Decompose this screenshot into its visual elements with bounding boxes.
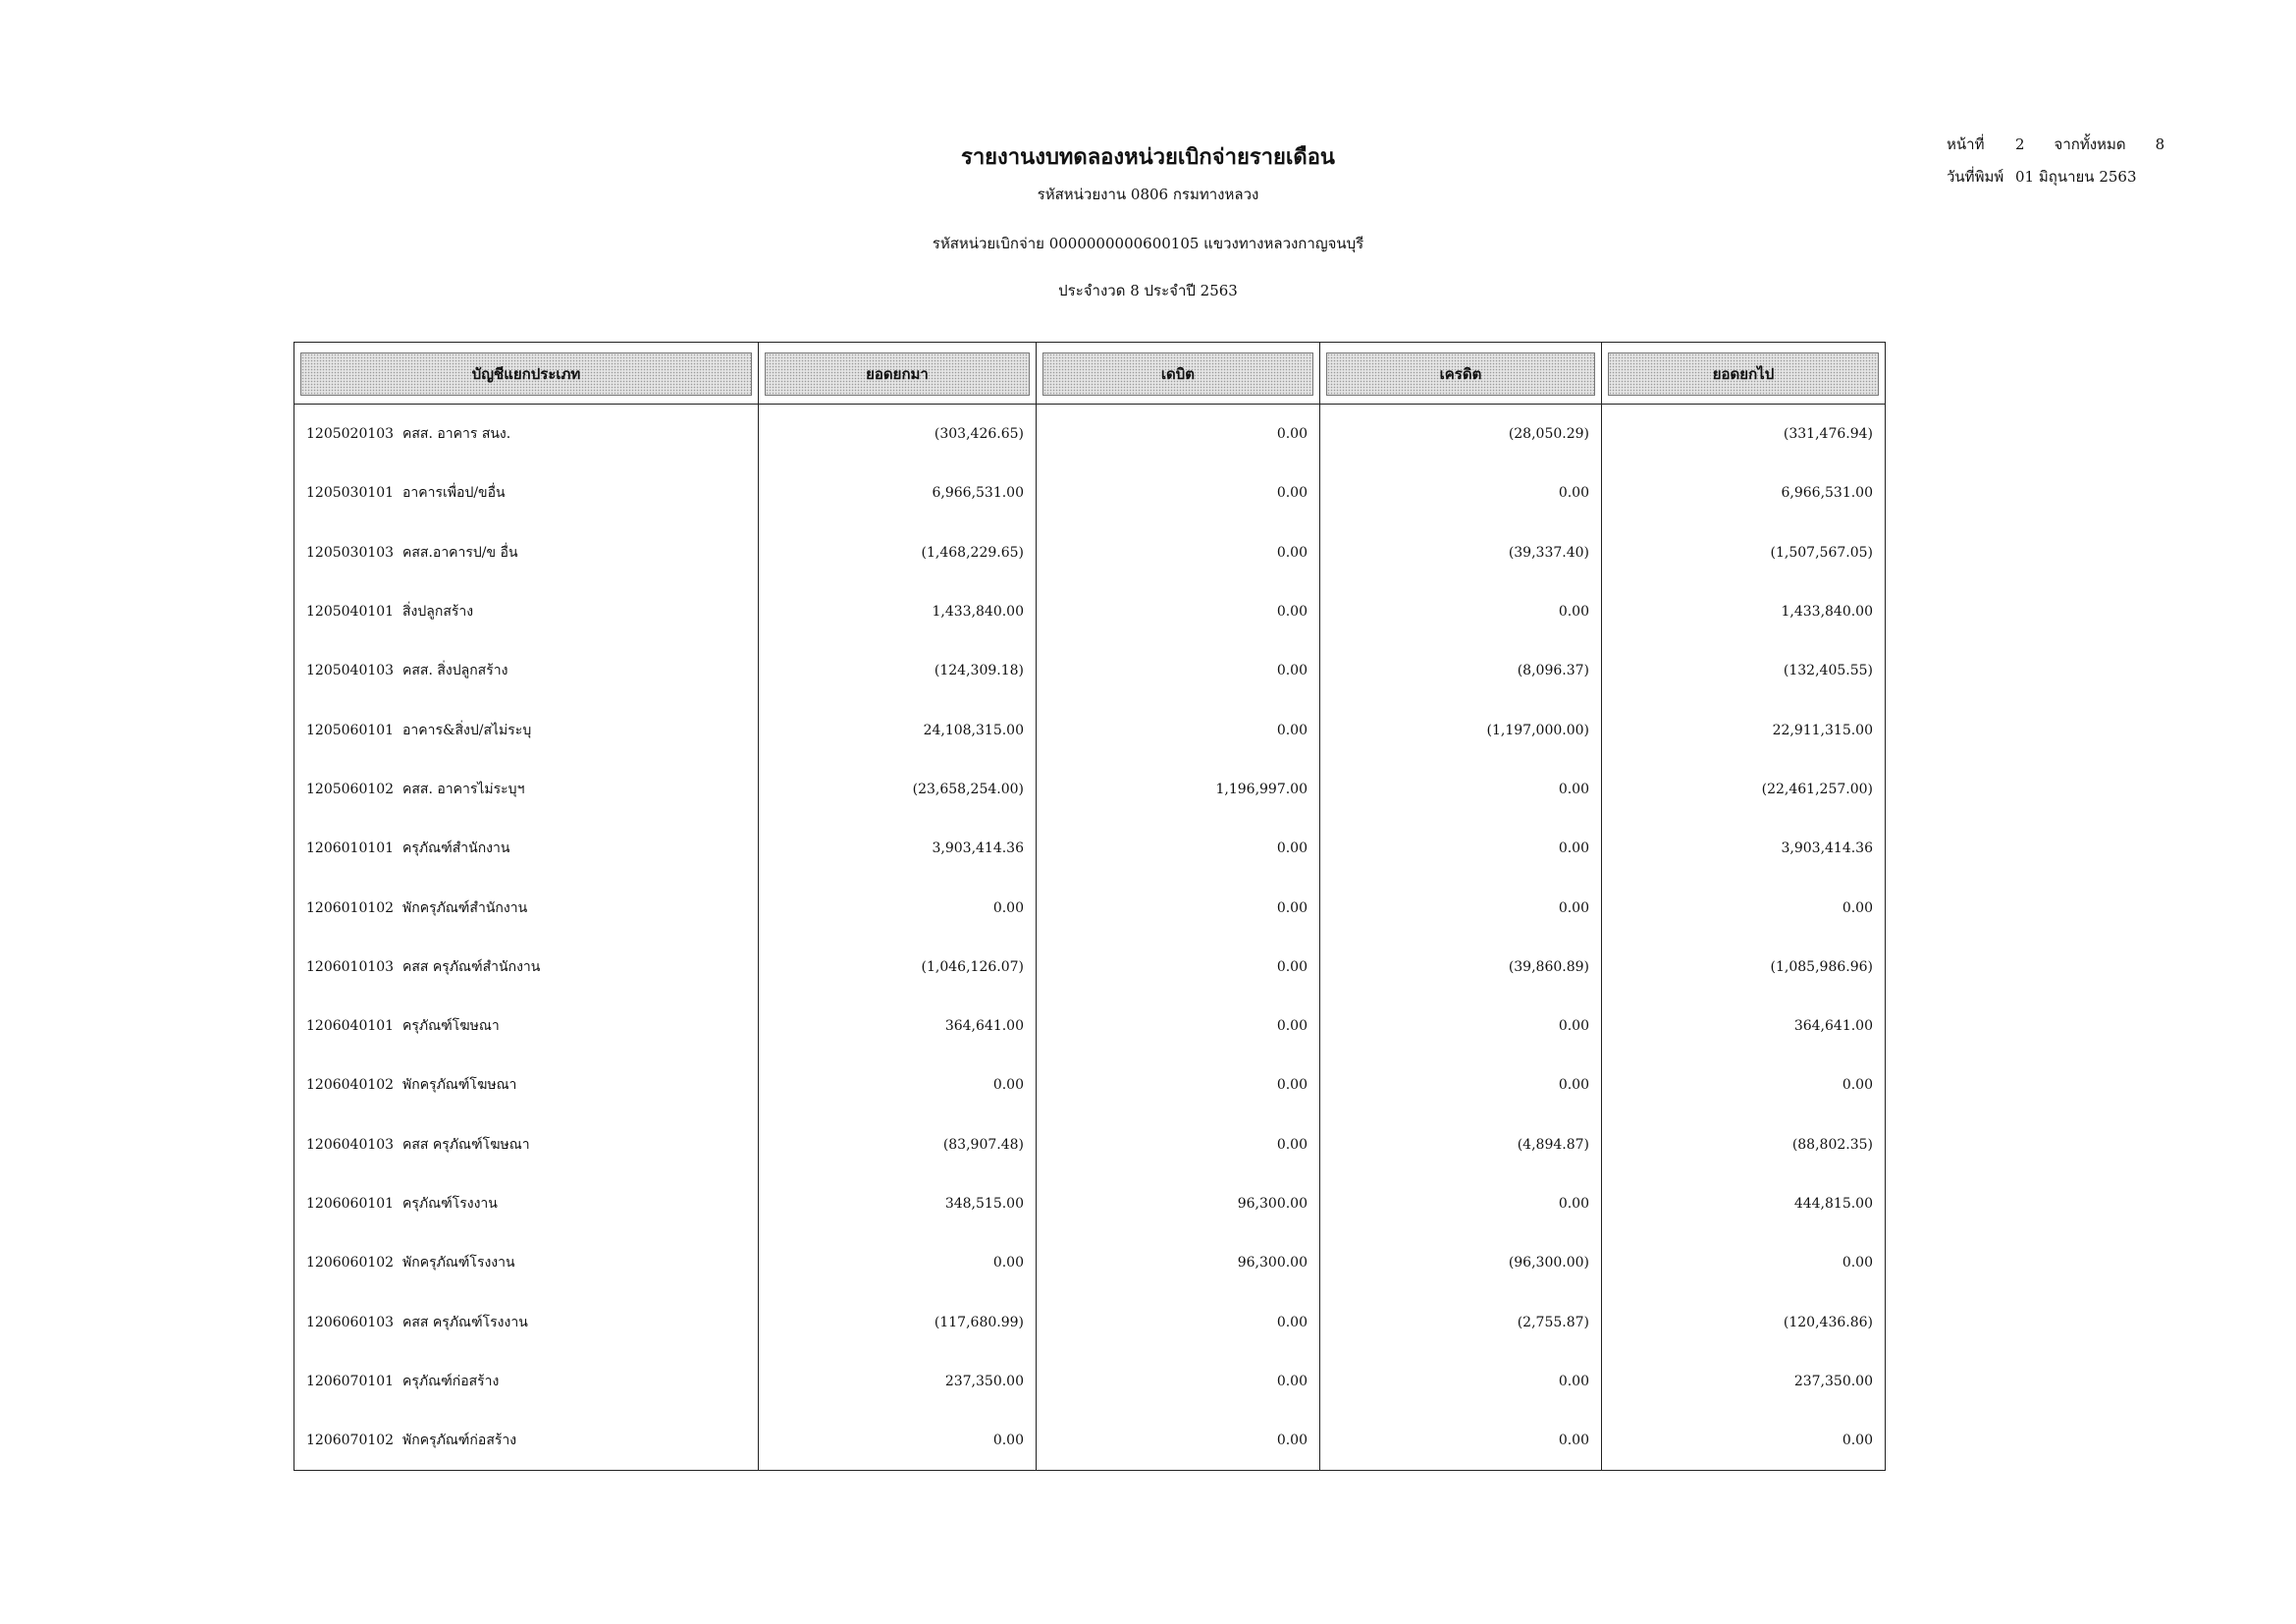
header-credit: เครดิต <box>1320 343 1602 405</box>
account-code: 1205030101 <box>306 485 395 502</box>
account-code: 1205020103 <box>306 426 395 443</box>
print-date: 01 มิถุนายน 2563 <box>2015 168 2137 186</box>
account-name: อาคาร&สิ่งป/สไม่ระบุ <box>402 722 532 738</box>
page-label: หน้าที่ <box>1947 135 1985 153</box>
carried-forward-cell: (120,436.86) <box>1602 1292 1886 1351</box>
account-cell <box>294 463 759 522</box>
carried-forward-cell: 0.00 <box>1602 878 1886 937</box>
brought-forward-cell: 364,641.00 <box>759 997 1037 1056</box>
account-code: 1206010101 <box>306 840 395 857</box>
account-code: 1205040101 <box>306 604 395 621</box>
table-row <box>294 1233 1886 1292</box>
table-row <box>294 641 1886 700</box>
brought-forward-cell: 0.00 <box>759 878 1037 937</box>
account-name: พักครุภัณฑ์สำนักงาน <box>402 899 528 916</box>
carried-forward-cell: (132,405.55) <box>1602 641 1886 700</box>
brought-forward-cell: (1,468,229.65) <box>759 523 1037 582</box>
carried-forward-cell: 22,911,315.00 <box>1602 700 1886 759</box>
credit-cell: 0.00 <box>1320 1056 1602 1114</box>
account-name: ครุภัณฑ์โรงงาน <box>402 1196 498 1212</box>
carried-forward-cell: (1,085,986.96) <box>1602 938 1886 997</box>
debit-cell: 0.00 <box>1037 1352 1320 1411</box>
debit-cell: 0.00 <box>1037 1115 1320 1174</box>
brought-forward-cell: 24,108,315.00 <box>759 700 1037 759</box>
debit-cell: 0.00 <box>1037 405 1320 464</box>
table-row <box>294 405 1886 464</box>
carried-forward-cell: (1,507,567.05) <box>1602 523 1886 582</box>
debit-cell: 0.00 <box>1037 819 1320 878</box>
report-title: รายงานงบทดลองหน่วยเบิกจ่ายรายเดือน <box>961 144 1335 170</box>
account-code: 1206040101 <box>306 1018 395 1035</box>
print-date-label: วันที่พิมพ์ <box>1947 168 2004 186</box>
brought-forward-cell: (117,680.99) <box>759 1292 1037 1351</box>
header-account: บัญชีแยกประเภท <box>294 343 759 405</box>
table-row <box>294 1352 1886 1411</box>
total-pages-label: จากทั้งหมด <box>2054 135 2126 153</box>
account-name: คสส. สิ่งปลูกสร้าง <box>402 663 508 679</box>
account-name: คสส ครุภัณฑ์โฆษณา <box>402 1136 530 1153</box>
carried-forward-cell: 237,350.00 <box>1602 1352 1886 1411</box>
trial-balance-table <box>294 342 1886 1471</box>
credit-cell: 0.00 <box>1320 997 1602 1056</box>
account-name: อาคารเพื่อป/ขอื่น <box>402 485 506 502</box>
account-cell <box>294 641 759 700</box>
carried-forward-cell: 1,433,840.00 <box>1602 582 1886 641</box>
carried-forward-cell: 444,815.00 <box>1602 1174 1886 1233</box>
disbursing-unit-line: รหัสหน่วยเบิกจ่าย 0000000000600105 แขวงทางหลวงกาญจนบุรี <box>932 235 1364 252</box>
table-row <box>294 938 1886 997</box>
table-row <box>294 1292 1886 1351</box>
debit-cell: 0.00 <box>1037 641 1320 700</box>
account-cell <box>294 1233 759 1292</box>
brought-forward-cell: (1,046,126.07) <box>759 938 1037 997</box>
table-row <box>294 997 1886 1056</box>
brought-forward-cell: 6,966,531.00 <box>759 463 1037 522</box>
account-cell <box>294 523 759 582</box>
carried-forward-cell: 364,641.00 <box>1602 997 1886 1056</box>
account-code: 1205030103 <box>306 544 395 561</box>
table-row <box>294 463 1886 522</box>
account-name: คสส ครุภัณฑ์โรงงาน <box>402 1314 528 1330</box>
account-cell <box>294 1352 759 1411</box>
debit-cell: 0.00 <box>1037 997 1320 1056</box>
credit-cell: 0.00 <box>1320 760 1602 819</box>
account-cell <box>294 700 759 759</box>
credit-cell: (96,300.00) <box>1320 1233 1602 1292</box>
account-name: สิ่งปลูกสร้าง <box>402 604 474 621</box>
account-cell <box>294 1115 759 1174</box>
account-cell <box>294 1411 759 1471</box>
credit-cell: (39,337.40) <box>1320 523 1602 582</box>
table-row <box>294 878 1886 937</box>
carried-forward-cell: 0.00 <box>1602 1056 1886 1114</box>
account-code: 1206040103 <box>306 1136 395 1153</box>
account-cell <box>294 1174 759 1233</box>
table-header-row <box>294 343 1886 405</box>
account-code: 1206070101 <box>306 1373 395 1389</box>
credit-cell: (8,096.37) <box>1320 641 1602 700</box>
account-name: ครุภัณฑ์ก่อสร้าง <box>402 1373 500 1389</box>
header-brought-forward: ยอดยกมา <box>759 343 1037 405</box>
account-cell <box>294 405 759 464</box>
carried-forward-cell: (331,476.94) <box>1602 405 1886 464</box>
page-number-info <box>1947 133 2164 156</box>
period-line: ประจำงวด 8 ประจำปี 2563 <box>1058 282 1238 299</box>
header-debit: เดบิต <box>1037 343 1320 405</box>
table-row <box>294 819 1886 878</box>
account-code: 1205040103 <box>306 663 395 679</box>
brought-forward-cell: (83,907.48) <box>759 1115 1037 1174</box>
total-pages: 8 <box>2155 135 2165 153</box>
account-name: ครุภัณฑ์สำนักงาน <box>402 840 510 857</box>
account-cell <box>294 1292 759 1351</box>
brought-forward-cell: 348,515.00 <box>759 1174 1037 1233</box>
credit-cell: (4,894.87) <box>1320 1115 1602 1174</box>
debit-cell: 96,300.00 <box>1037 1233 1320 1292</box>
account-code: 1206040102 <box>306 1077 395 1094</box>
debit-cell: 0.00 <box>1037 582 1320 641</box>
brought-forward-cell: (124,309.18) <box>759 641 1037 700</box>
table-row <box>294 760 1886 819</box>
debit-cell: 0.00 <box>1037 1292 1320 1351</box>
table-row <box>294 1411 1886 1471</box>
brought-forward-cell: 0.00 <box>759 1411 1037 1471</box>
credit-cell: 0.00 <box>1320 1352 1602 1411</box>
header-carried-forward: ยอดยกไป <box>1602 343 1886 405</box>
brought-forward-cell: (303,426.65) <box>759 405 1037 464</box>
account-name: พักครุภัณฑ์โรงงาน <box>402 1255 515 1272</box>
account-name: พักครุภัณฑ์โฆษณา <box>402 1077 517 1094</box>
credit-cell: 0.00 <box>1320 1411 1602 1471</box>
brought-forward-cell: 0.00 <box>759 1056 1037 1114</box>
account-name: คสส. อาคาร สนง. <box>402 426 511 443</box>
credit-cell: 0.00 <box>1320 463 1602 522</box>
account-cell <box>294 938 759 997</box>
account-cell <box>294 819 759 878</box>
account-code: 1205060102 <box>306 781 395 797</box>
brought-forward-cell: 1,433,840.00 <box>759 582 1037 641</box>
table-row <box>294 582 1886 641</box>
account-code: 1206070102 <box>306 1433 395 1449</box>
account-code: 1206060102 <box>306 1255 395 1272</box>
page-number: 2 <box>2015 135 2025 153</box>
account-cell <box>294 1056 759 1114</box>
credit-cell: (39,860.89) <box>1320 938 1602 997</box>
print-date-info <box>1947 165 2137 189</box>
table-row <box>294 1056 1886 1114</box>
carried-forward-cell: 3,903,414.36 <box>1602 819 1886 878</box>
account-cell <box>294 760 759 819</box>
account-cell <box>294 997 759 1056</box>
table-row <box>294 1115 1886 1174</box>
account-cell <box>294 878 759 937</box>
debit-cell: 0.00 <box>1037 523 1320 582</box>
agency-line: รหัสหน่วยงาน 0806 กรมทางหลวง <box>1037 186 1259 203</box>
account-code: 1206060103 <box>306 1314 395 1330</box>
carried-forward-cell: (22,461,257.00) <box>1602 760 1886 819</box>
brought-forward-cell: 237,350.00 <box>759 1352 1037 1411</box>
account-cell <box>294 582 759 641</box>
carried-forward-cell: 0.00 <box>1602 1411 1886 1471</box>
brought-forward-cell: 3,903,414.36 <box>759 819 1037 878</box>
account-code: 1206060101 <box>306 1196 395 1212</box>
carried-forward-cell: (88,802.35) <box>1602 1115 1886 1174</box>
debit-cell: 96,300.00 <box>1037 1174 1320 1233</box>
account-name: คสส.อาคารป/ข อื่น <box>402 544 518 561</box>
carried-forward-cell: 0.00 <box>1602 1233 1886 1292</box>
table-row <box>294 1174 1886 1233</box>
account-name: พักครุภัณฑ์ก่อสร้าง <box>402 1433 517 1449</box>
credit-cell: (2,755.87) <box>1320 1292 1602 1351</box>
account-name: คสส. อาคารไม่ระบุฯ <box>402 781 525 797</box>
account-code: 1206010103 <box>306 958 395 975</box>
brought-forward-cell: 0.00 <box>759 1233 1037 1292</box>
debit-cell: 0.00 <box>1037 1056 1320 1114</box>
credit-cell: (28,050.29) <box>1320 405 1602 464</box>
debit-cell: 1,196,997.00 <box>1037 760 1320 819</box>
credit-cell: 0.00 <box>1320 1174 1602 1233</box>
brought-forward-cell: (23,658,254.00) <box>759 760 1037 819</box>
account-code: 1206010102 <box>306 899 395 916</box>
account-name: ครุภัณฑ์โฆษณา <box>402 1018 500 1035</box>
debit-cell: 0.00 <box>1037 463 1320 522</box>
table-row <box>294 523 1886 582</box>
credit-cell: 0.00 <box>1320 878 1602 937</box>
debit-cell: 0.00 <box>1037 878 1320 937</box>
credit-cell: 0.00 <box>1320 819 1602 878</box>
credit-cell: (1,197,000.00) <box>1320 700 1602 759</box>
debit-cell: 0.00 <box>1037 938 1320 997</box>
debit-cell: 0.00 <box>1037 1411 1320 1471</box>
account-name: คสส ครุภัณฑ์สำนักงาน <box>402 958 541 975</box>
table-row <box>294 700 1886 759</box>
account-code: 1205060101 <box>306 722 395 738</box>
carried-forward-cell: 6,966,531.00 <box>1602 463 1886 522</box>
debit-cell: 0.00 <box>1037 700 1320 759</box>
credit-cell: 0.00 <box>1320 582 1602 641</box>
